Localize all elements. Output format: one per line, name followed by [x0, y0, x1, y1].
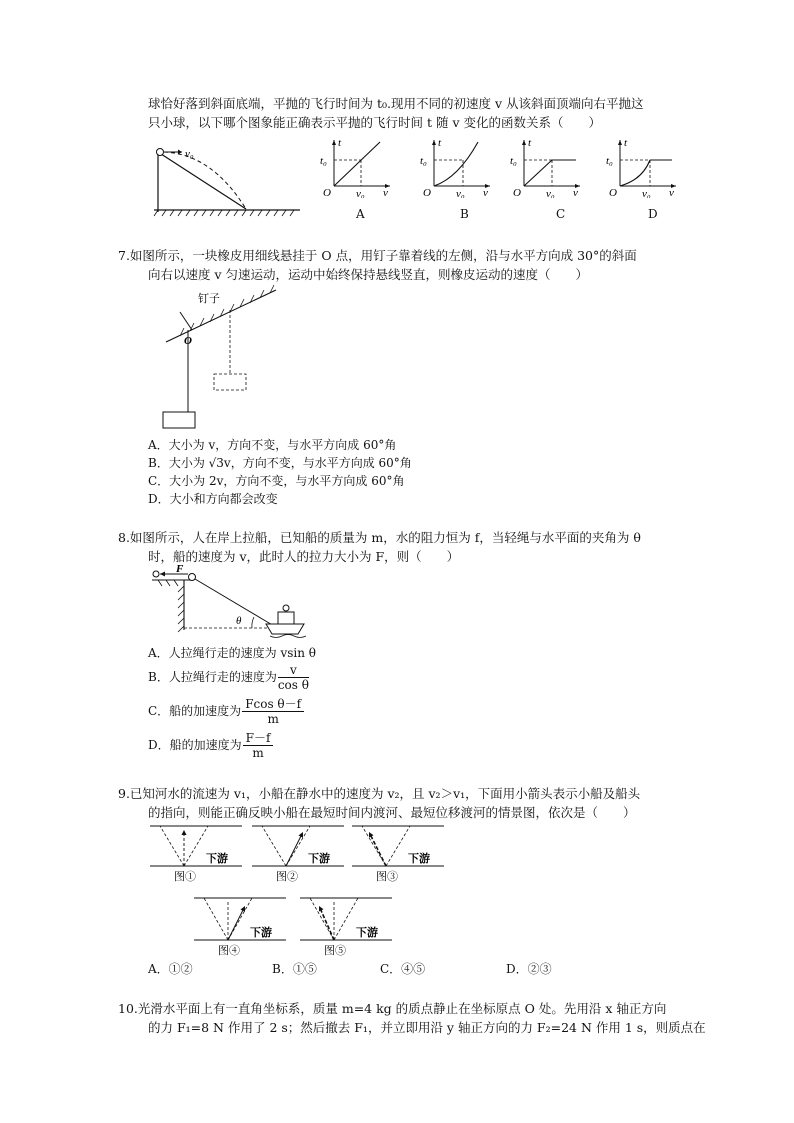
river-figure-2 — [248, 822, 348, 884]
q6-graph-d — [604, 136, 684, 198]
v0-tick-label: v₀ — [356, 188, 365, 198]
q9-option-b[interactable]: B．①⑤ — [272, 962, 317, 976]
figure-label: 图② — [276, 871, 298, 883]
downstream-label: 下游 — [250, 927, 272, 939]
q8-option-b-prefix: B．人拉绳行走的速度为 — [148, 670, 277, 684]
q6-graph-b — [418, 136, 498, 198]
q8-option-a[interactable]: A．人拉绳行走的速度为 vsin θ — [148, 646, 317, 660]
figure-label: 图③ — [376, 871, 398, 883]
origin-label: O — [513, 187, 521, 198]
q7-option-d[interactable]: D．大小和方向都会改变 — [148, 492, 278, 506]
q8-option-b[interactable] — [148, 663, 309, 692]
nail-label: 钉子 — [198, 293, 220, 305]
q6-graph-c — [508, 136, 588, 198]
t0-label: t₀ — [320, 155, 327, 167]
q8-option-d-prefix: D．船的加速度为 — [148, 738, 242, 752]
origin-label: O — [423, 187, 431, 198]
q7-text-line1: 7.如图所示，一块橡皮用细线悬挂于 O 点，用钉子靠着线的左侧，沿与水平方向成 30°的斜面 — [118, 248, 637, 263]
q6-text-line1: 球恰好落到斜面底端，平抛的飞行时间为 t₀.现用不同的初速度 v 从该斜面顶端向右平抛这 — [148, 96, 644, 111]
graph-letter-d: D — [648, 207, 658, 221]
t0-label: t₀ — [420, 155, 427, 167]
q9-option-d[interactable]: D．②③ — [506, 962, 552, 976]
q8-option-b-numerator: v — [278, 663, 309, 678]
origin-label: O — [609, 187, 617, 198]
q8-option-c[interactable] — [148, 697, 304, 726]
q6-slope-figure — [152, 142, 302, 218]
q8-text-line1: 8.如图所示，人在岸上拉船，已知船的质量为 m，水的阻力恒为 f，当轻绳与水平面的夹角为 θ — [118, 530, 641, 545]
q9-option-a[interactable]: A．①② — [148, 962, 193, 976]
q9-option-c[interactable]: C．④⑤ — [380, 962, 426, 976]
q9-text-line1: 9.已知河水的流速为 v₁，小船在静水中的速度为 v₂，且 v₂＞v₁，下面用小箭头表示小船及船头 — [118, 786, 641, 801]
t-axis-label: t — [438, 137, 442, 149]
t0-label: t₀ — [510, 155, 517, 167]
q7-figure — [150, 282, 290, 432]
river-figure-1 — [146, 822, 246, 884]
v0-tick-label: v₀ — [456, 188, 465, 198]
v0-tick-label: v₀ — [642, 188, 651, 198]
v-axis-label: v — [383, 187, 388, 198]
q8-option-d[interactable] — [148, 731, 273, 760]
downstream-label: 下游 — [206, 853, 228, 865]
q9-text-line2: 的指向，则能正确反映小船在最短时间内渡河、最短位移渡河的情景图，依次是（ ） — [148, 805, 636, 820]
river-figure-5 — [296, 894, 396, 958]
downstream-label: 下游 — [308, 853, 330, 865]
graph-letter-b: B — [460, 207, 469, 221]
t-axis-label: t — [338, 137, 342, 149]
q7-option-c[interactable]: C．大小为 2v，方向不变，与水平方向成 60°角 — [148, 474, 405, 488]
graph-letter-c: C — [556, 207, 566, 221]
q8-figure — [148, 562, 308, 644]
t-axis-label: t — [624, 137, 628, 149]
downstream-label: 下游 — [356, 927, 378, 939]
q8-option-b-denominator: cos θ — [277, 678, 309, 692]
q10-text-line2: 的力 F₁=8 N 作用了 2 s；然后撤去 F₁，并立即用沿 y 轴正方向的力 F₂=24 N 作用 1 s，则质点在 — [148, 1020, 706, 1035]
q7-option-b[interactable]: B．大小为 √3v，方向不变，与水平方向成 60°角 — [148, 456, 412, 470]
q8-option-c-numerator: Fcos θ－f — [242, 697, 304, 712]
v0-tick-label: v₀ — [546, 188, 555, 198]
q8-option-c-fraction — [242, 697, 304, 726]
q8-option-c-denominator: m — [267, 712, 279, 726]
point-o-label: O — [184, 335, 192, 347]
q8-option-b-fraction — [278, 663, 309, 692]
t-axis-label: t — [528, 137, 532, 149]
theta-label: θ — [236, 615, 242, 627]
q7-option-a[interactable]: A．大小为 v，方向不变，与水平方向成 60°角 — [148, 438, 397, 452]
origin-label: O — [323, 187, 331, 198]
q8-option-d-denominator: m — [252, 746, 264, 760]
v-axis-label: v — [669, 187, 674, 198]
q8-option-d-numerator: F－f — [243, 731, 274, 746]
figure-label: 图⑤ — [324, 945, 346, 957]
q8-option-d-fraction — [243, 731, 274, 760]
q10-text-line1: 10.光滑水平面上有一直角坐标系，质量 m=4 kg 的质点静止在坐标原点 O 处。先用沿 x 轴正方向 — [118, 1001, 667, 1016]
q6-graph-a — [318, 136, 398, 198]
q6-text-line2: 只小球，以下哪个图象能正确表示平抛的飞行时间 t 随 v 变化的函数关系（ ） — [148, 115, 601, 130]
v-axis-label: v — [483, 187, 488, 198]
graph-letter-a: A — [356, 207, 365, 221]
q8-text-line2: 时，船的速度为 v，此时人的拉力大小为 F，则（ ） — [148, 549, 460, 564]
figure-label: 图① — [174, 871, 196, 883]
q7-text-line2: 向右以速度 v 匀速运动，运动中始终保持悬线竖直，则橡皮运动的速度（ ） — [148, 267, 589, 282]
figure-label: 图④ — [218, 945, 240, 957]
downstream-label: 下游 — [408, 853, 430, 865]
v-axis-label: v — [573, 187, 578, 198]
t0-label: t₀ — [606, 155, 613, 167]
river-figure-4 — [190, 894, 290, 958]
river-figure-3 — [348, 822, 448, 884]
v0-label: v₀ — [185, 148, 194, 160]
q8-option-c-prefix: C．船的加速度为 — [148, 704, 242, 718]
force-label: F — [176, 563, 184, 575]
